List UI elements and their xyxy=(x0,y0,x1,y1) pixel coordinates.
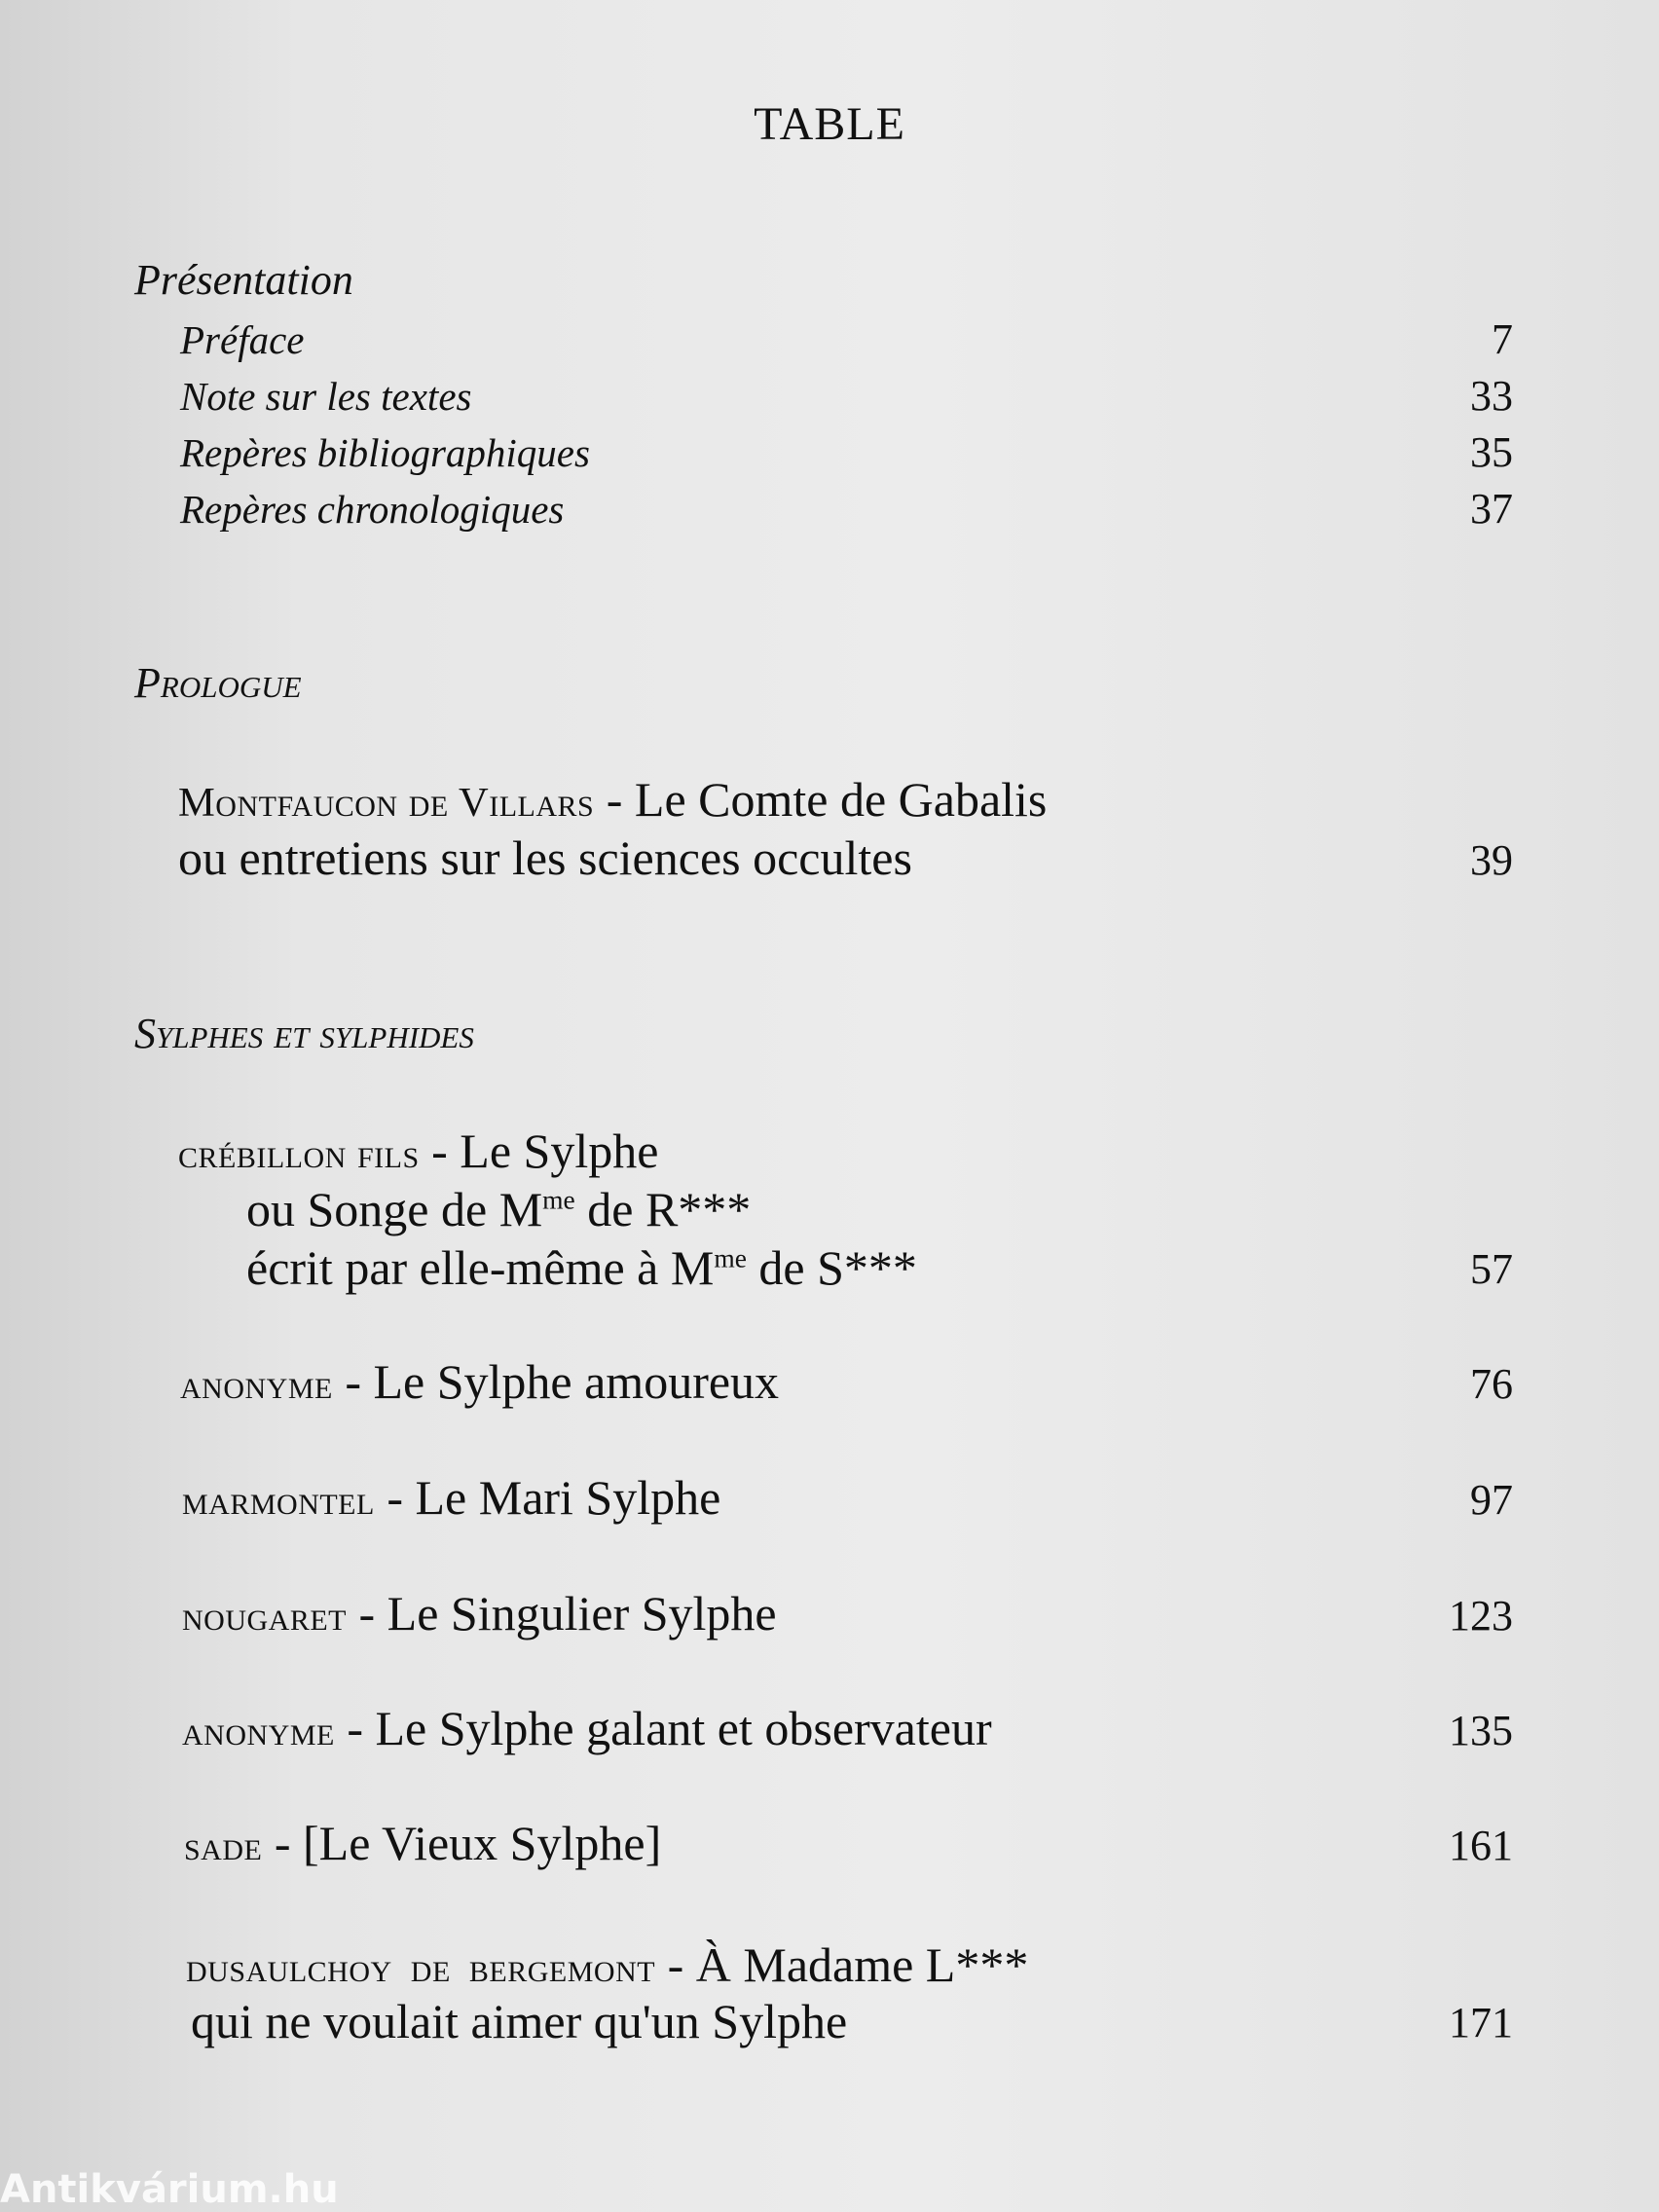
toc-page-preface: 7 xyxy=(1492,315,1513,363)
toc-page-dusaulchoy: 171 xyxy=(1449,1999,1513,2046)
toc-page-montfaucon: 39 xyxy=(1470,836,1513,884)
toc-page-anonyme-1: 76 xyxy=(1470,1360,1513,1408)
toc-entry-nougaret: nougaret - Le Singulier Sylphe xyxy=(182,1586,777,1641)
toc-entry-anonyme-2: anonyme - Le Sylphe galant et observateur xyxy=(182,1701,992,1755)
entry-subtitle-line3: écrit par elle-même à $M^{me}$ de S*** xyxy=(246,1240,917,1295)
entry-author: Montfaucon de Villars xyxy=(178,780,595,826)
toc-page-crebillon: 57 xyxy=(1470,1245,1513,1293)
toc-page-reperes-biblio: 35 xyxy=(1470,428,1513,476)
section-heading-presentation: Présentation xyxy=(134,256,353,304)
toc-page-sade: 161 xyxy=(1449,1822,1513,1869)
entry-title: Le Comte de Gabalis xyxy=(634,772,1048,827)
toc-item-reperes-chrono: Repères chronologiques xyxy=(180,487,565,532)
toc-item-reperes-biblio: Repères bibliographiques xyxy=(180,430,590,475)
toc-entry-montfaucon: Montfaucon de Villars - Le Comte de Gabalis xyxy=(178,772,1048,827)
toc-item-note: Note sur les textes xyxy=(180,374,472,419)
toc-page-anonyme-2: 135 xyxy=(1449,1707,1513,1754)
toc-page-nougaret: 123 xyxy=(1449,1592,1513,1640)
toc-entry-crebillon: crébillon fils - Le Sylphe xyxy=(178,1124,659,1178)
toc-page-reperes-chrono: 37 xyxy=(1470,485,1513,533)
section-heading-sylphes: Sylphes et sylphides xyxy=(134,1010,474,1057)
entry-title: Le Sylphe xyxy=(460,1124,659,1178)
page-title: TABLE xyxy=(754,98,905,150)
watermark: Antikvárium.hu xyxy=(0,2167,339,2212)
entry-subtitle-line2: ou Songe de $M^{me}$ de R*** xyxy=(246,1182,752,1236)
entry-title-line2: ou entretiens sur les sciences occultes xyxy=(178,830,912,885)
entry-author: crébillon fils xyxy=(178,1131,420,1177)
toc-entry-dusaulchoy: dusaulchoy de bergemont - À Madame L*** xyxy=(186,1937,1029,1992)
entry-title-line2: qui ne voulait aimer qu'un Sylphe xyxy=(191,1994,848,2048)
toc-entry-sade: sade - [Le Vieux Sylphe] xyxy=(184,1816,662,1870)
toc-entry-anonyme-1: anonyme - Le Sylphe amoureux xyxy=(180,1354,780,1409)
toc-page-note: 33 xyxy=(1470,372,1513,420)
toc-item-preface: Préface xyxy=(180,317,305,362)
toc-page-marmontel: 97 xyxy=(1470,1476,1513,1524)
toc-entry-marmontel: marmontel - Le Mari Sylphe xyxy=(182,1470,721,1525)
section-heading-prologue: Prologue xyxy=(134,659,302,707)
